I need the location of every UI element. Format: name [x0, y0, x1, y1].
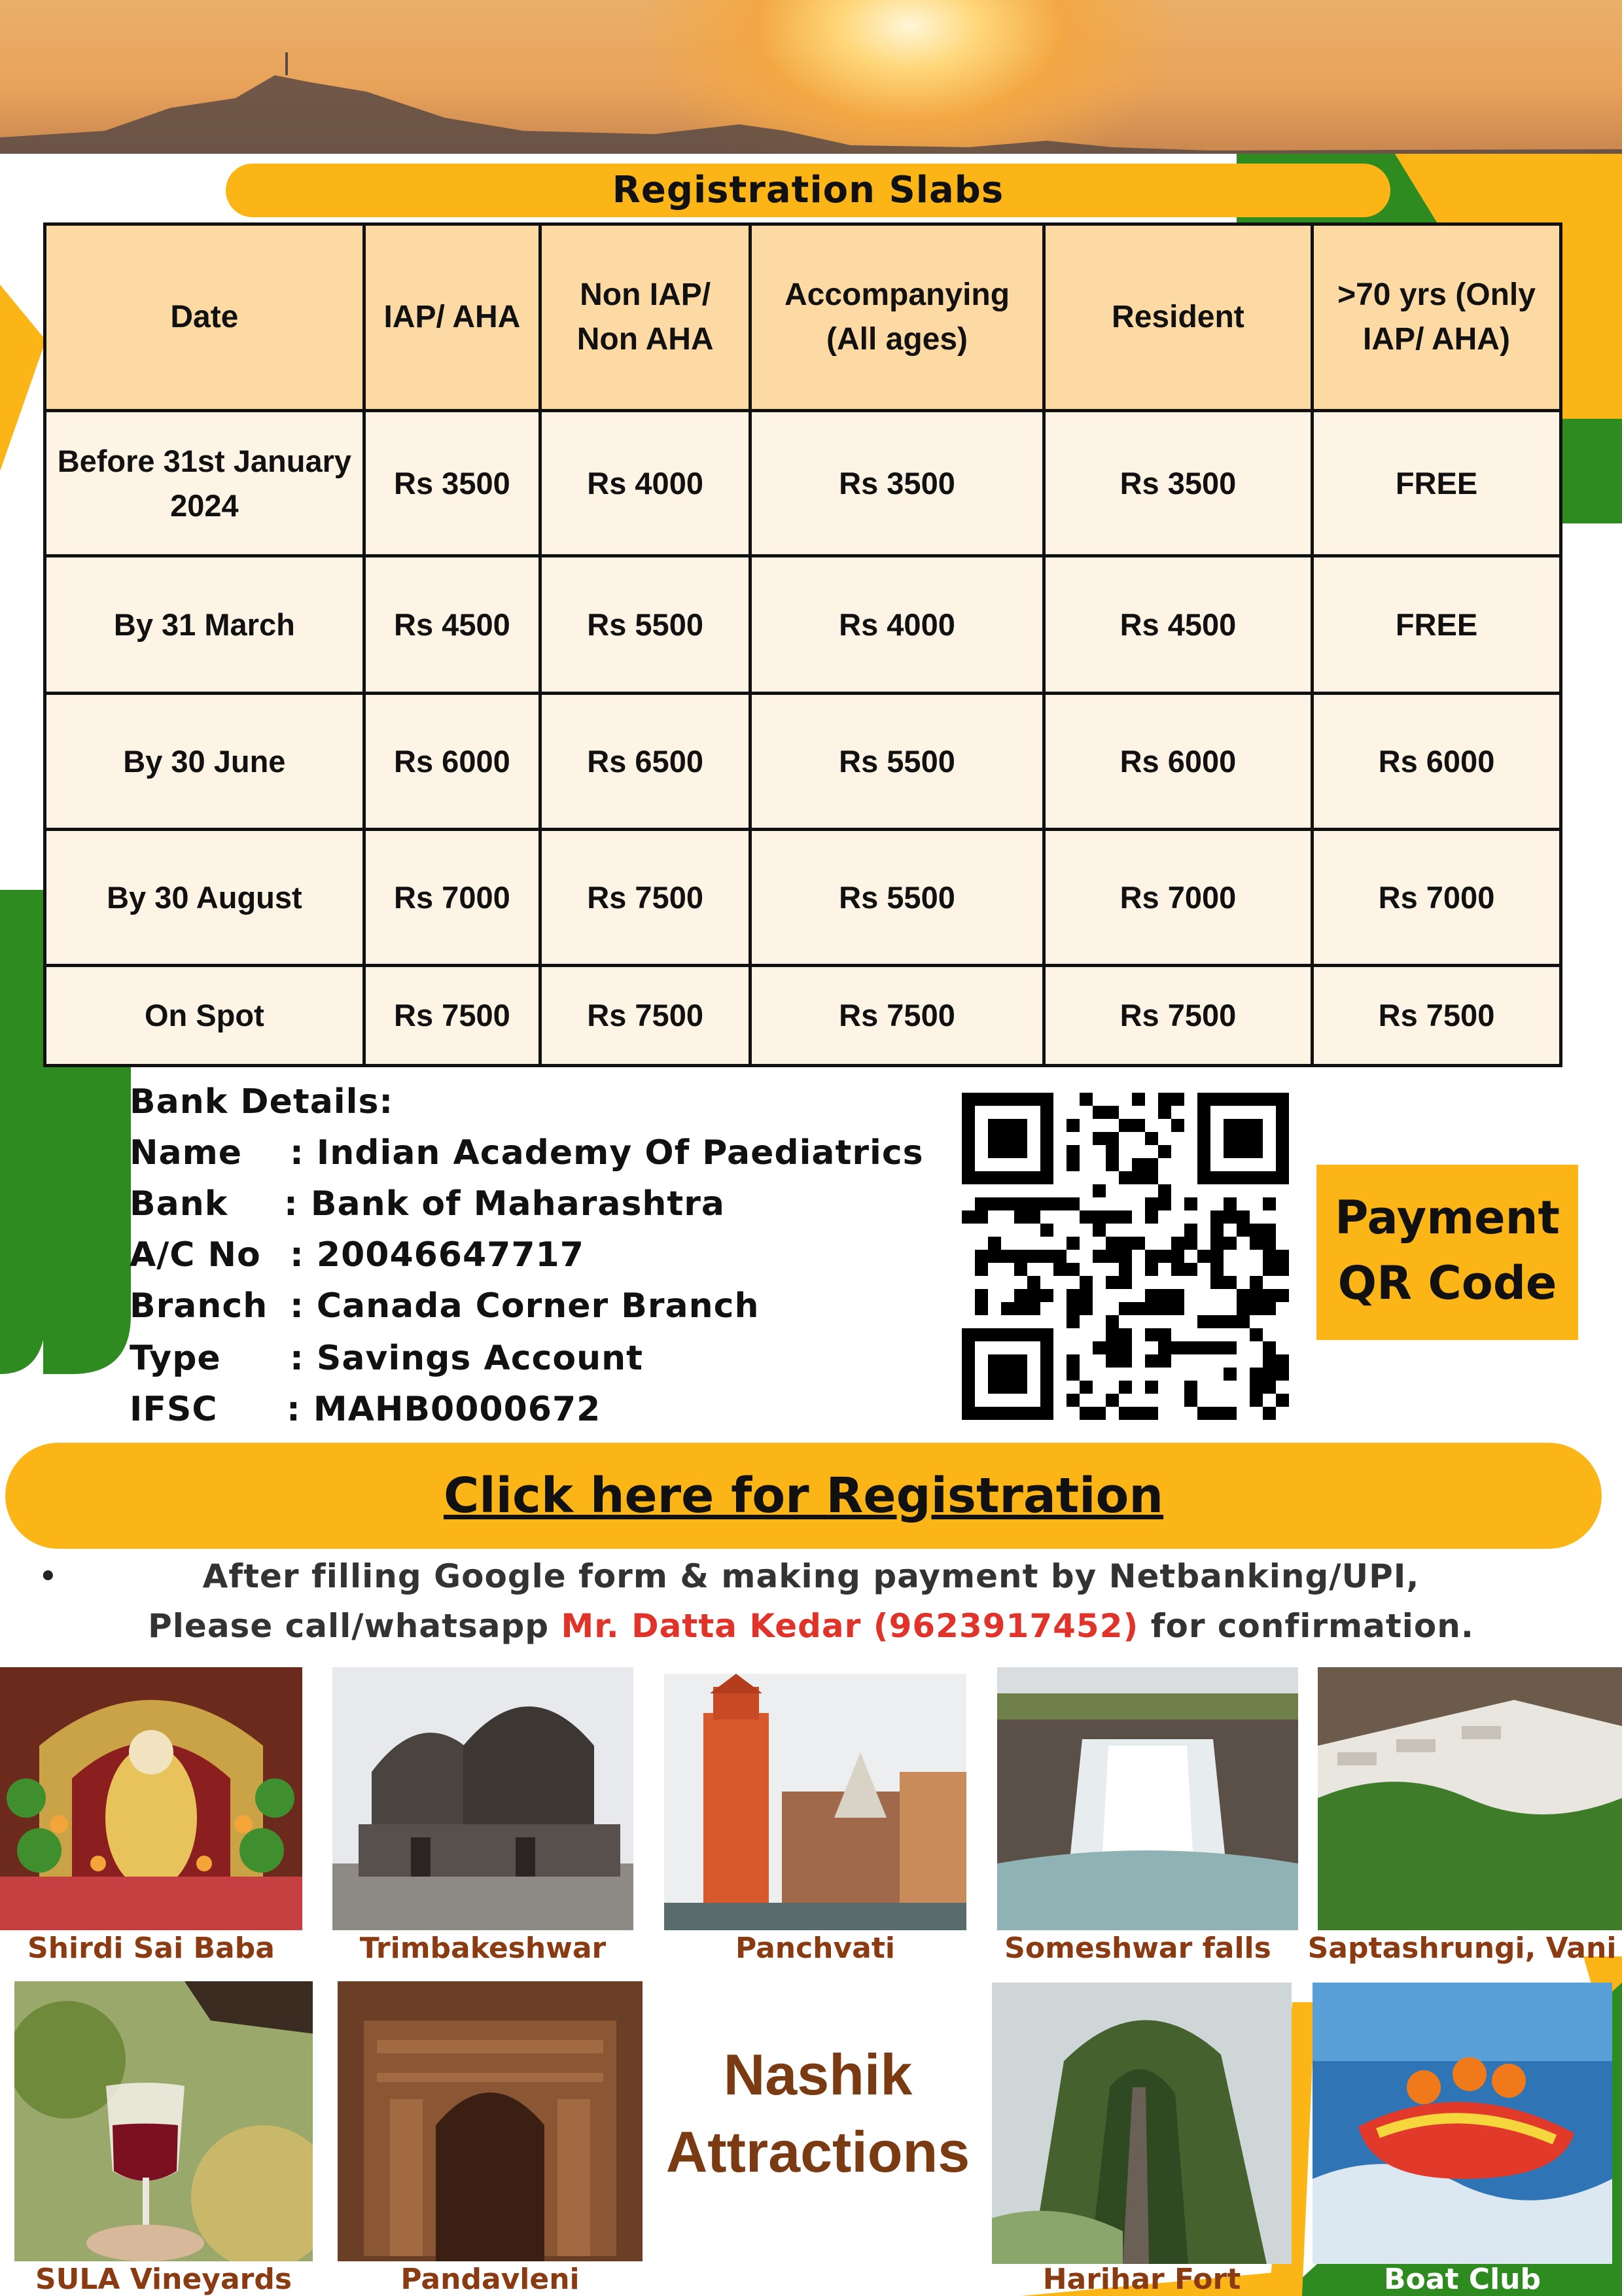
bank-name-row [130, 1133, 924, 1173]
contact-person: Mr. Datta Kedar (9623917452) [561, 1607, 1139, 1645]
table-cell: Rs 4000 [750, 556, 1044, 694]
bank-acno-row [130, 1235, 584, 1275]
table-row [45, 966, 1561, 1066]
bank-details-heading: Bank Details: [130, 1082, 394, 1122]
table-cell: Rs 4500 [364, 556, 540, 694]
bullet-point: • [38, 1557, 58, 1597]
caption-pandavleni: Pandavleni [400, 2263, 580, 2296]
table-cell: Rs 7500 [1044, 966, 1312, 1066]
table-cell: Rs 3500 [364, 411, 540, 556]
bank-acno-value: : 20046647717 [290, 1235, 584, 1275]
table-header-row [45, 224, 1561, 411]
shirdi-sai-baba-photo [0, 1667, 302, 1930]
column-header: IAP/ AHA [364, 224, 540, 411]
payment-label: Payment [1335, 1191, 1560, 1245]
table-cell: On Spot [45, 966, 364, 1066]
bank-bank-label: Bank [130, 1184, 228, 1224]
caption-shirdi: Shirdi Sai Baba [27, 1932, 275, 1965]
trimbakeshwar-photo [332, 1667, 633, 1930]
caption-panchvati: Panchvati [735, 1932, 895, 1965]
boat-club-photo [1313, 1983, 1612, 2264]
note-prefix: Please call/whatsapp [148, 1607, 561, 1645]
note-suffix: for confirmation. [1138, 1607, 1474, 1645]
table-cell: Rs 4500 [1044, 556, 1312, 694]
bank-ifsc-label: IFSC [130, 1390, 218, 1429]
table-cell: Rs 6000 [1044, 694, 1312, 830]
column-header: >70 yrs (Only IAP/ AHA) [1313, 224, 1561, 411]
table-cell: Rs 7500 [540, 830, 750, 966]
nashik-attractions-title-line-1: Nashik [723, 2042, 913, 2107]
registration-link[interactable]: Click here for Registration [443, 1468, 1164, 1524]
panchvati-photo [664, 1674, 966, 1930]
bank-ifsc-row [130, 1390, 601, 1429]
fee-table [43, 222, 1562, 1067]
someshwar-falls-photo [997, 1667, 1298, 1930]
table-cell: Rs 7000 [1313, 830, 1561, 966]
column-header: Accompanying (All ages) [750, 224, 1044, 411]
table-cell: Rs 7000 [1044, 830, 1312, 966]
table-cell: By 30 August [45, 830, 364, 966]
nashik-attractions-title-line-2: Attractions [665, 2119, 970, 2184]
table-cell: Before 31st January 2024 [45, 411, 364, 556]
bank-branch-row [130, 1286, 759, 1326]
table-cell: Rs 6000 [1313, 694, 1561, 830]
caption-sula-vineyards: SULA Vineyards [35, 2263, 292, 2296]
registration-slabs-title: Registration Slabs [612, 169, 1004, 211]
table-cell: Rs 7500 [364, 966, 540, 1066]
pandavleni-photo [338, 1981, 643, 2261]
table-row [45, 694, 1561, 830]
bank-type-label: Type [130, 1339, 221, 1378]
table-cell: Rs 5500 [750, 830, 1044, 966]
table-row [45, 556, 1561, 694]
column-header: Non IAP/ Non AHA [540, 224, 750, 411]
bank-type-value: : Savings Account [290, 1339, 643, 1378]
sula-vineyards-photo [14, 1981, 313, 2261]
payment-qr-code[interactable] [962, 1093, 1289, 1420]
bank-ifsc-value: : MAHB0000672 [287, 1390, 601, 1429]
table-row [45, 830, 1561, 966]
table-cell: Rs 7500 [540, 966, 750, 1066]
caption-harihar-fort: Harihar Fort [1042, 2263, 1241, 2296]
note-line-2 [0, 1607, 1622, 1645]
table-cell: By 31 March [45, 556, 364, 694]
table-cell: Rs 7000 [364, 830, 540, 966]
table-cell: Rs 6000 [364, 694, 540, 830]
table-cell: FREE [1313, 411, 1561, 556]
table-cell: Rs 7500 [1313, 966, 1561, 1066]
table-cell: Rs 5500 [540, 556, 750, 694]
table-cell: Rs 3500 [1044, 411, 1312, 556]
bank-acno-label: A/C No [130, 1235, 261, 1275]
column-header: Date [45, 224, 364, 411]
bank-name-value: : Indian Academy Of Paediatrics [290, 1133, 924, 1173]
harihar-fort-photo [992, 1983, 1292, 2264]
bank-type-row [130, 1339, 643, 1378]
caption-saptashrungi: Saptashrungi, Vani [1307, 1932, 1617, 1965]
table-cell: By 30 June [45, 694, 364, 830]
qr-code-label: QR Code [1337, 1256, 1557, 1310]
bank-branch-label: Branch [130, 1286, 268, 1326]
note-line-1: After filling Google form & making payment by Netbanking/UPI, [202, 1557, 1420, 1595]
table-row [45, 411, 1561, 556]
bank-bank-value: : Bank of Maharashtra [284, 1184, 726, 1224]
bank-name-label: Name [130, 1133, 243, 1173]
table-cell: Rs 3500 [750, 411, 1044, 556]
caption-trimbakeshwar: Trimbakeshwar [359, 1932, 607, 1965]
table-cell: Rs 5500 [750, 694, 1044, 830]
bank-bank-row [130, 1184, 725, 1224]
caption-boat-club: Boat Club [1383, 2263, 1541, 2296]
table-cell: Rs 4000 [540, 411, 750, 556]
table-cell: Rs 7500 [750, 966, 1044, 1066]
bank-branch-value: : Canada Corner Branch [290, 1286, 760, 1326]
table-cell: FREE [1313, 556, 1561, 694]
caption-someshwar-falls: Someshwar falls [1004, 1932, 1271, 1965]
table-cell: Rs 6500 [540, 694, 750, 830]
column-header: Resident [1044, 224, 1312, 411]
saptashrungi-photo [1318, 1667, 1622, 1930]
hero-sunset-image [0, 0, 1622, 154]
